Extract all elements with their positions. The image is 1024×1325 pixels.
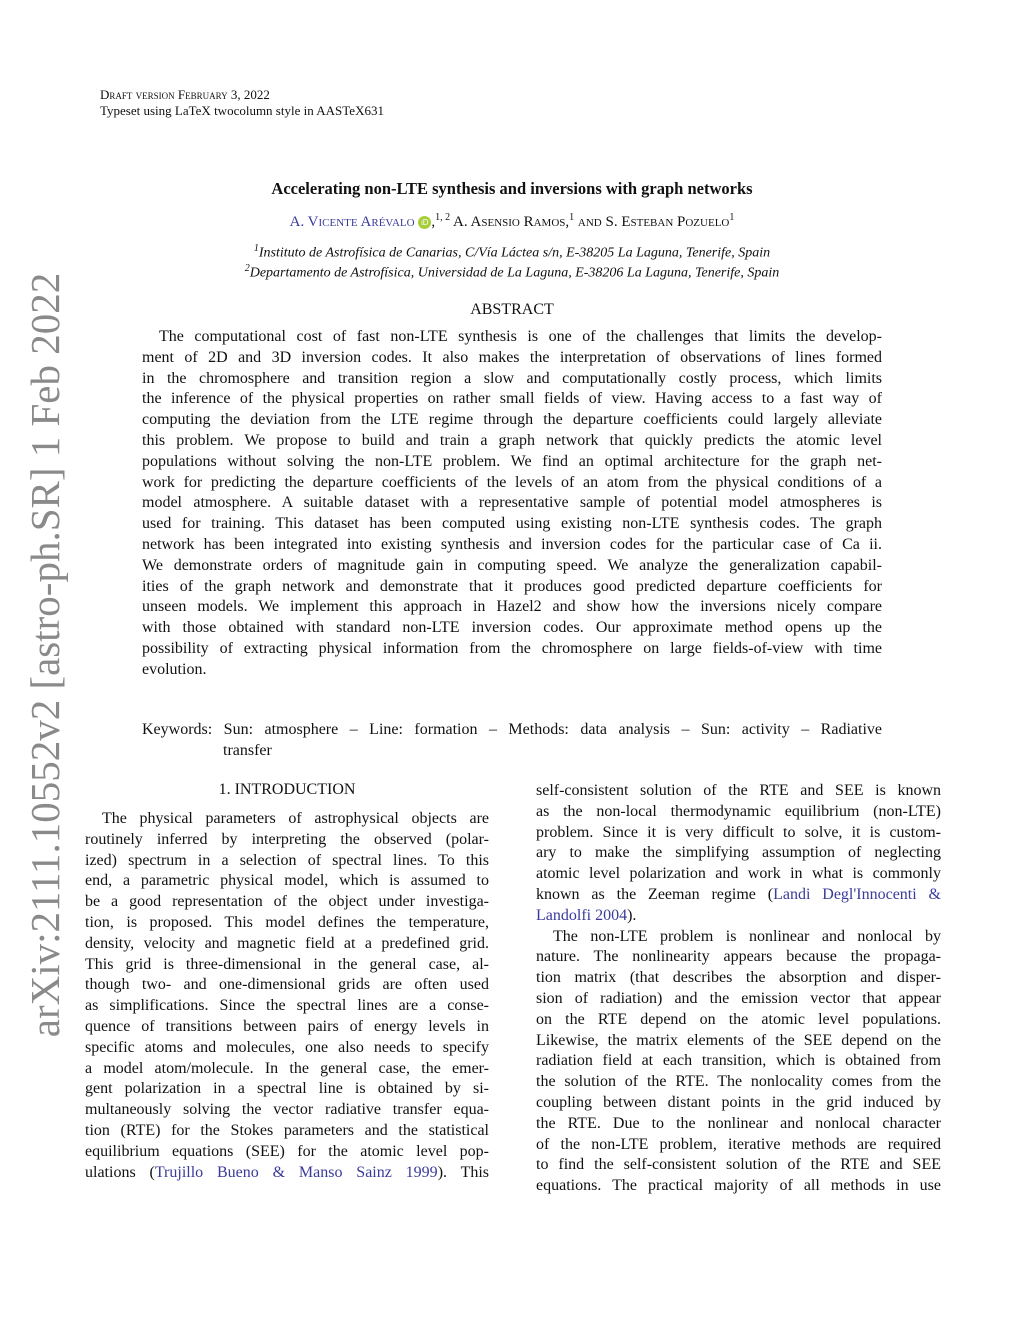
author: and S. Esteban Pozuelo xyxy=(577,214,730,230)
text-line: equations. The practical majority of all methods in use xyxy=(536,1177,941,1195)
text-line: of the non-LTE problem, iterative methods are required xyxy=(536,1135,941,1153)
text-line: nature. The nonlinearity appears because the propaga- xyxy=(536,948,941,966)
text-line: work for predicting the departure coefficients of the levels of an atom from the physical conditions of a xyxy=(142,473,882,491)
text-line: computing the deviation from the LTE regime through the departure coefficients could largely alleviate xyxy=(142,411,882,429)
text-line: We demonstrate orders of magnitude gain in computing speed. We analyze the generalization capabil- xyxy=(142,556,882,574)
text-line: as the non-local thermodynamic equilibrium (non-LTE) xyxy=(536,802,941,820)
text-line: end, a parametric physical model, which is assumed to xyxy=(85,872,489,890)
author-list: A. Vicente Arévalo iD ,$^{1, 2}$ A. Asensio Ramos,$^1$ and S. Esteban Pozuelo$^1$ xyxy=(289,212,735,230)
left-column xyxy=(85,809,489,1183)
text-line: tion matrix (that describes the absorption and disper- xyxy=(536,969,941,987)
text-line: transfer xyxy=(223,741,272,759)
text-line: specific atoms and molecules, one also needs to specify xyxy=(85,1038,489,1056)
text-line: on the RTE depend on the atomic level populations. xyxy=(536,1010,941,1028)
text-line: Likewise, the matrix elements of the SEE depend on the xyxy=(536,1031,941,1049)
text-line: density, velocity and magnetic field at a predefined grid. xyxy=(85,934,489,952)
text-line: evolution. xyxy=(142,660,207,678)
affil-text: Departamento de Astrofísica, Universidad de La Laguna, E-38206 La Laguna, Tenerife, Spain xyxy=(249,265,780,281)
typeset-note: Typeset using LaTeX twocolumn style in AASTeX631 xyxy=(100,103,384,118)
text-line xyxy=(536,906,941,927)
affiliation xyxy=(0,263,1024,282)
text-line: tion, is proposed. This model defines the temperature, xyxy=(85,913,489,931)
text-line: gent polarization in a spectral line is obtained by si- xyxy=(85,1080,489,1098)
text-line: populations without solving the non-LTE problem. We find an optimal architecture for the graph net- xyxy=(142,452,882,470)
text-line: the RTE. Due to the nonlinear and nonlocal character xyxy=(536,1114,941,1132)
text-line: equilibrium equations (SEE) for the atomic level pop- xyxy=(85,1142,489,1160)
author: A. Asensio Ramos, xyxy=(453,214,570,230)
arxiv-stamp: arXiv:2111.10552v2 [astro-ph.SR] 1 Feb 2022 xyxy=(22,272,68,1038)
text-line: to find the self-consistent solution of the RTE and SEE xyxy=(536,1156,941,1174)
text-line: ary to make the simplifying assumption of neglecting xyxy=(536,844,941,862)
text-line: ized) spectrum in a selection of spectral lines. To this xyxy=(85,851,489,869)
text-line: atomic level polarization and work in what is commonly xyxy=(536,865,941,883)
text-line: ities of the graph network and demonstrate that it produces good predicted departure coefficients for xyxy=(142,577,882,595)
text-line xyxy=(536,885,941,906)
text-line: tion (RTE) for the Stokes parameters and the statistical xyxy=(85,1121,489,1139)
text-line: though two- and one-dimensional grids are often used xyxy=(85,976,489,994)
text-line: quence of transitions between pairs of energy levels in xyxy=(85,1017,489,1035)
text-line: this problem. We propose to build and train a graph network that quickly predicts the atomic level xyxy=(142,431,882,449)
text-line: The computational cost of fast non-LTE synthesis is one of the challenges that limits the develop- xyxy=(159,328,882,345)
text-segment: ). xyxy=(627,906,637,924)
text-line: in the chromosphere and transition region a slow and computationally costly process, which limits xyxy=(142,369,882,387)
citation-link[interactable]: Trujillo Bueno & Manso Sainz 1999 xyxy=(154,1163,438,1181)
right-column xyxy=(536,781,941,1197)
text-line: as simplifications. Since the spectral lines are a conse- xyxy=(85,997,489,1015)
text-line: The non-LTE problem is nonlinear and nonlocal by xyxy=(553,927,941,945)
text-line: problem. Since it is very difficult to solve, it is custom- xyxy=(536,823,941,841)
text-line: multaneously solving the vector radiative transfer equa- xyxy=(85,1101,489,1119)
affil-sup: 1, 2 xyxy=(435,212,451,223)
citation-link[interactable]: Landi Degl'Innocenti & xyxy=(773,885,941,903)
text-line: with those obtained with standard non-LTE inversion codes. Our approximate method opens up the xyxy=(142,619,882,637)
text-segment: known as the Zeeman regime ( xyxy=(536,885,774,903)
affil-text: Instituto de Astrofísica de Canarias, C/Vía Láctea s/n, E-38205 La Laguna, Tenerife, Spain xyxy=(258,245,771,261)
text-line: coupling between distant points in the grid induced by xyxy=(536,1093,941,1111)
draft-version: Draft version February 3, 2022 xyxy=(100,87,270,102)
text-line: self-consistent solution of the RTE and SEE is known xyxy=(536,782,941,799)
text-line: unseen models. We implement this approach in Hazel2 and show how the inversions nicely compare xyxy=(142,598,882,616)
text-line: used for training. This dataset has been computed using existing non-LTE synthesis codes. The graph xyxy=(142,515,882,533)
abstract xyxy=(142,327,882,681)
orcid-icon[interactable]: iD xyxy=(418,216,431,229)
affil-num: 1 xyxy=(253,243,259,254)
keywords xyxy=(142,720,882,762)
text-line: the solution of the RTE. The nonlocality comes from the xyxy=(536,1073,941,1091)
text-line: a model atom/molecule. In the general case, the emer- xyxy=(85,1059,489,1077)
text-line: Keywords: Sun: atmosphere – Line: formation – Methods: data analysis – Sun: activity – Radiative xyxy=(142,721,882,738)
affiliation xyxy=(0,243,1024,262)
affil-sup: 1 xyxy=(729,212,735,223)
text-line xyxy=(85,1163,489,1184)
text-line: network has been integrated into existing synthesis and inversion codes for the particular case of Ca ii. xyxy=(142,535,882,553)
text-line: This grid is three-dimensional in the general case, al- xyxy=(85,955,489,973)
text-segment: ulations ( xyxy=(85,1163,155,1181)
text-line: possibility of extracting physical information from the chromosphere on large fields-of-view with time xyxy=(142,639,882,657)
text-line: The physical parameters of astrophysical objects are xyxy=(102,810,489,827)
text-line: sion of radiation) and the emission vector that appear xyxy=(536,989,941,1007)
text-line: routinely inferred by interpreting the observed (polar- xyxy=(85,830,489,848)
author-link[interactable]: A. Vicente Arévalo xyxy=(289,214,415,230)
citation-link[interactable]: Landolfi 2004 xyxy=(536,906,628,924)
affil-num: 2 xyxy=(244,263,250,274)
text-line: be a good representation of the object under investiga- xyxy=(85,893,489,911)
affil-sup: 1 xyxy=(569,212,575,223)
text-segment: ). This xyxy=(437,1163,490,1181)
text-line: the inference of the physical properties on rather small fields of view. Having access to a fast way of xyxy=(142,390,882,408)
section-heading: 1. INTRODUCTION xyxy=(218,781,356,798)
text-line: radiation field at each transition, which is obtained from xyxy=(536,1052,941,1070)
abstract-heading: ABSTRACT xyxy=(470,301,554,318)
text-line: ment of 2D and 3D inversion codes. It also makes the interpretation of observations of lines formed xyxy=(142,348,882,366)
text-line: model atmosphere. A suitable dataset with a representative sample of potential model atmospheres is xyxy=(142,494,882,512)
paper-title: Accelerating non-LTE synthesis and inversions with graph networks xyxy=(271,179,753,198)
